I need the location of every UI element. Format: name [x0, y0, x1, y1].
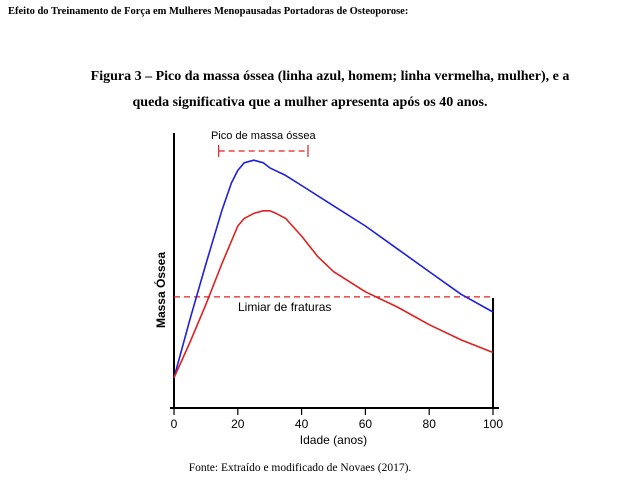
x-tick-label: 0 — [170, 417, 178, 431]
peak-interval-label: Pico de massa óssea — [211, 130, 316, 142]
x-axis-label: Idade (anos) — [299, 433, 368, 447]
x-tick-label: 60 — [358, 417, 373, 431]
figure-caption-line-1: Figura 3 – Pico da massa óssea (linha azul, homem; linha vermelha, mulher), e a — [90, 69, 570, 84]
x-tick-label: 20 — [231, 417, 245, 431]
female-bone-mass-line — [174, 211, 493, 378]
x-tick-label: 40 — [294, 417, 309, 431]
y-axis-label: Massa Óssea — [154, 251, 168, 329]
figure-caption-line-2: queda significativa que a mulher apresenta após os 40 anos. — [132, 95, 488, 110]
male-bone-mass-line — [174, 160, 493, 378]
x-tick-label: 80 — [422, 417, 436, 431]
figure-source: Fonte: Extraído e modificado de Novaes (2017). — [188, 462, 412, 474]
fracture-threshold-label: Limiar de fraturas — [238, 299, 332, 314]
running-header: Efeito do Treinamento de Força em Mulheres Menopausadas Portadoras de Osteoporose: — [8, 6, 409, 17]
x-tick-label: 100 — [482, 417, 504, 431]
